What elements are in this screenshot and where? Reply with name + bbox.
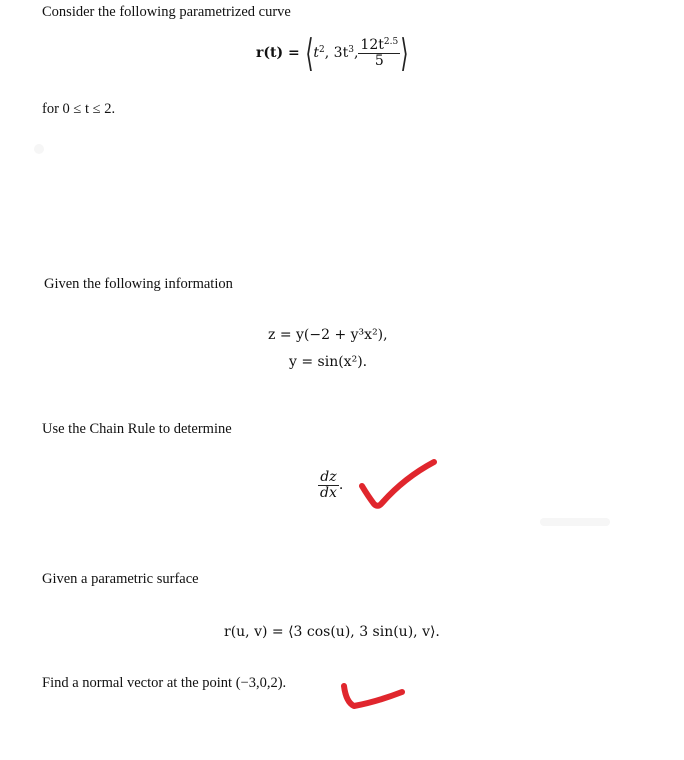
check-mark-icon [356, 456, 440, 512]
surface-equation: r(u, v) = ⟨3 cos(u), 3 sin(u), v⟩. [224, 624, 440, 640]
range-text: for 0 ≤ t ≤ 2. [42, 101, 116, 117]
equation-z: z = y(−2 + y³x²), [268, 327, 388, 343]
derivative-dz-dx [318, 470, 343, 500]
deriv-num: dz [320, 469, 337, 485]
left-angle: ⟨ [304, 31, 314, 75]
faint-mark [540, 518, 610, 526]
faint-mark [34, 144, 44, 154]
curve-comp3-exp: 2.5 [383, 36, 399, 47]
chain-rule-text: Use the Chain Rule to determine [42, 421, 232, 437]
curve-comp1-exp: 2 [319, 45, 325, 55]
curve-comp1: t [313, 45, 320, 61]
curve-comp3 [358, 38, 400, 68]
curve-comp2: , 3t [324, 45, 349, 61]
partial-check-mark-icon [336, 680, 408, 714]
deriv-period: . [338, 477, 344, 494]
equation-y: y = sin(x²). [289, 354, 368, 370]
deriv-den: dx [320, 484, 337, 501]
curve-lhs: r(t) = [256, 45, 305, 61]
curve-equation: $r(t) = ⟨t^2$, $3t^3$, $\frac{12t^{2.5}}{5}$ ⟩ [256, 31, 409, 75]
surface-intro-text: Given a parametric surface [42, 571, 199, 587]
curve-comp3-num: 12t [360, 36, 384, 53]
curve-comp3-den: 5 [358, 53, 400, 69]
curve-comp2-exp: 3 [348, 45, 354, 55]
normal-vector-question: Find a normal vector at the point (−3,0,2). [42, 675, 287, 691]
intro-text: Consider the following parametrized curve [42, 4, 291, 20]
given-info-text: Given the following information [44, 276, 233, 292]
right-angle: ⟩ [400, 31, 409, 75]
